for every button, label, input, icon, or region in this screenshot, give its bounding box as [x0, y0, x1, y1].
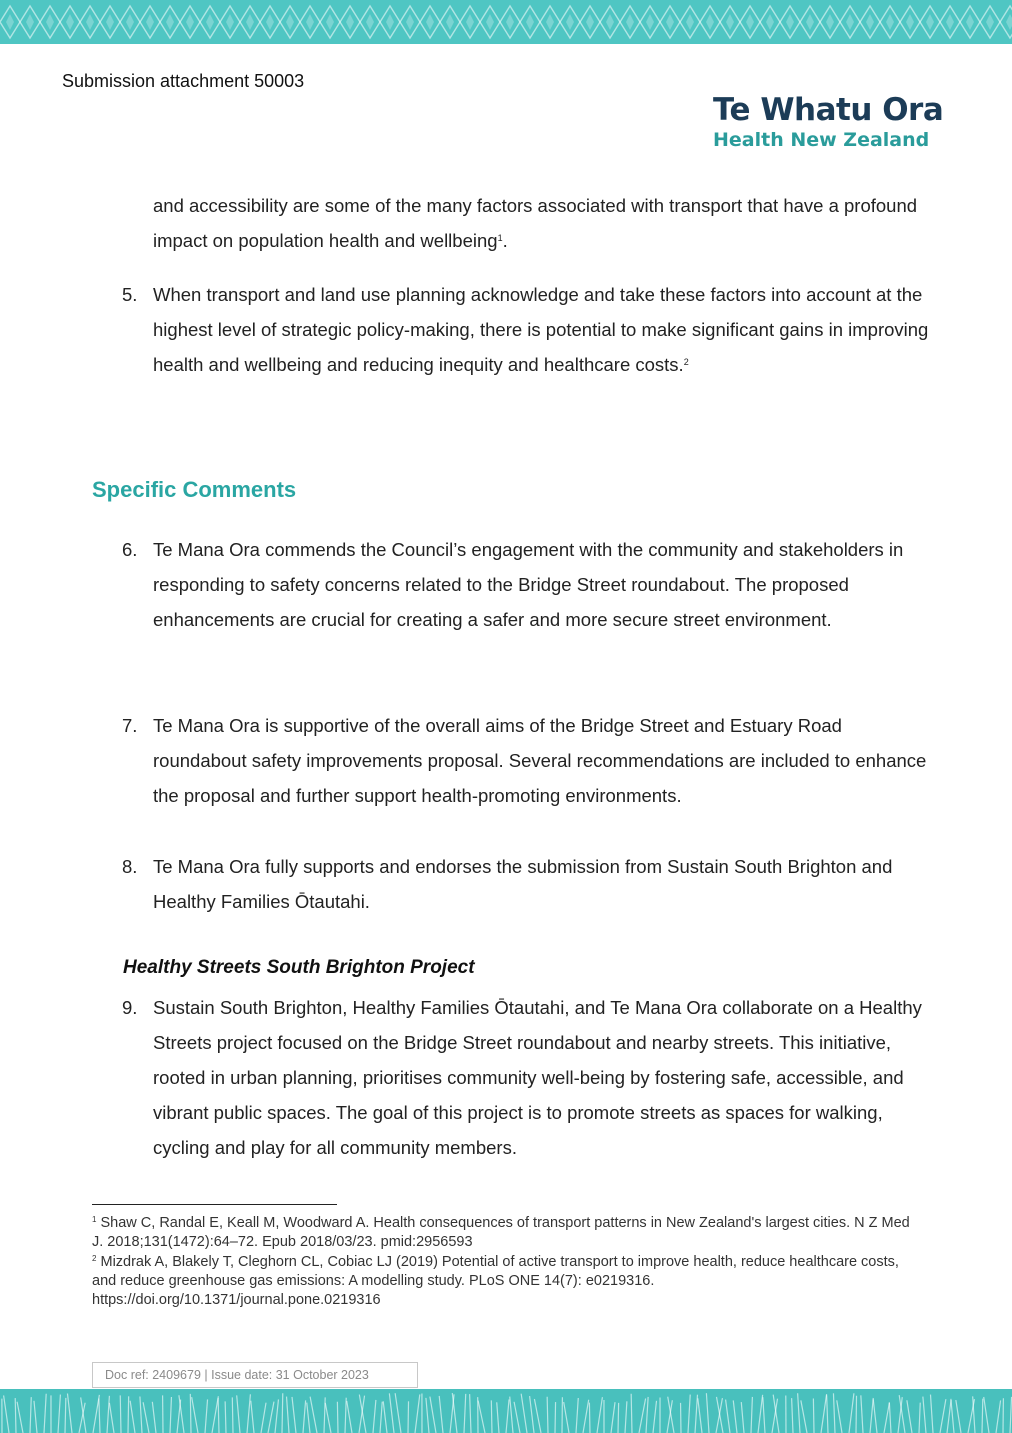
footnote-2-text: Mizdrak A, Blakely T, Cleghorn CL, Cobiac LJ (2019) Potential of active transport to improve health, reduce healthcare costs, and reduce greenhouse gas emissions: A modelling study. PLoS ONE 14(7): e0219316. https://doi.org/10.1371/journal.pone.0219316 — [92, 1254, 899, 1308]
logo-title: Te Whatu Ora — [713, 92, 944, 128]
continuation-end: . — [502, 230, 508, 251]
item-number-7: 7. — [122, 715, 138, 736]
item-5-text: When transport and land use planning acknowledge and take these factors into account at the highest level of strategic policy-making, there is potential to make significant gains in improving health and wellbeing and reducing inequity and healthcare costs. — [153, 284, 929, 375]
item-6-paragraph: Te Mana Ora commends the Council’s engagement with the community and stakeholders in responding to safety concerns related to the Bridge Street roundabout. The proposed enhancements are crucial for creating a safer and more secure street environment. — [153, 539, 904, 630]
footnote-divider — [92, 1204, 337, 1205]
item-number-6: 6. — [122, 539, 138, 560]
footnote-ref-1[interactable]: 1 — [497, 233, 503, 243]
item-number-8: 8. — [122, 856, 138, 877]
footnote-1 — [92, 1214, 922, 1252]
item-number-5: 5. — [122, 284, 138, 305]
doc-ref-box: Doc ref: 2409679 | Issue date: 31 October 2023 — [92, 1362, 418, 1388]
footnote-1-marker: 1 — [92, 1215, 97, 1224]
footnote-2-marker: 2 — [92, 1254, 97, 1263]
footnote-1-text: Shaw C, Randal E, Keall M, Woodward A. Health consequences of transport patterns in New Zealand's largest cities. N Z Med J. 2018;131(1472):64–72. Epub 2018/03/23. pmid:2956593 — [92, 1215, 910, 1250]
te-whatu-ora-logo — [713, 92, 973, 151]
logo-subtitle: Health New Zealand — [713, 129, 930, 151]
footnote-ref-2[interactable]: 2 — [683, 357, 689, 367]
bottom-decorative-band — [0, 1389, 1012, 1433]
section-heading-specific-comments: Specific Comments — [92, 477, 297, 502]
item-7-paragraph: Te Mana Ora is supportive of the overall aims of the Bridge Street and Estuary Road roundabout safety improvements proposal. Several recommendations are included to enhance the proposal and further support health-promoting environments. — [153, 715, 927, 806]
top-band-pattern — [0, 0, 1012, 44]
continuation-text: and accessibility are some of the many factors associated with transport that have a profound impact on population health and wellbeing — [153, 195, 918, 251]
bottom-band-pattern — [0, 1389, 1012, 1433]
submission-label: Submission attachment 50003 — [62, 71, 305, 91]
item-number-9: 9. — [122, 997, 138, 1018]
subsection-heading-healthy-streets: Healthy Streets South Brighton Project — [123, 957, 475, 978]
continuation-paragraph — [153, 188, 933, 258]
top-decorative-band — [0, 0, 1012, 44]
item-8-paragraph: Te Mana Ora fully supports and endorses the submission from Sustain South Brighton and Healthy Families Ōtautahi. — [153, 856, 893, 912]
footnote-2 — [92, 1253, 922, 1310]
item-9-paragraph: Sustain South Brighton, Healthy Families Ōtautahi, and Te Mana Ora collaborate on a Healthy Streets project focused on the Bridge Street roundabout and nearby streets. This initiative, rooted in urban planning, prioritises community well-being by fostering safe, accessible, and vibrant public spaces. The goal of this project is to promote streets as spaces for walking, cycling and play for all community members. — [153, 997, 922, 1158]
item-5-paragraph — [153, 277, 933, 382]
